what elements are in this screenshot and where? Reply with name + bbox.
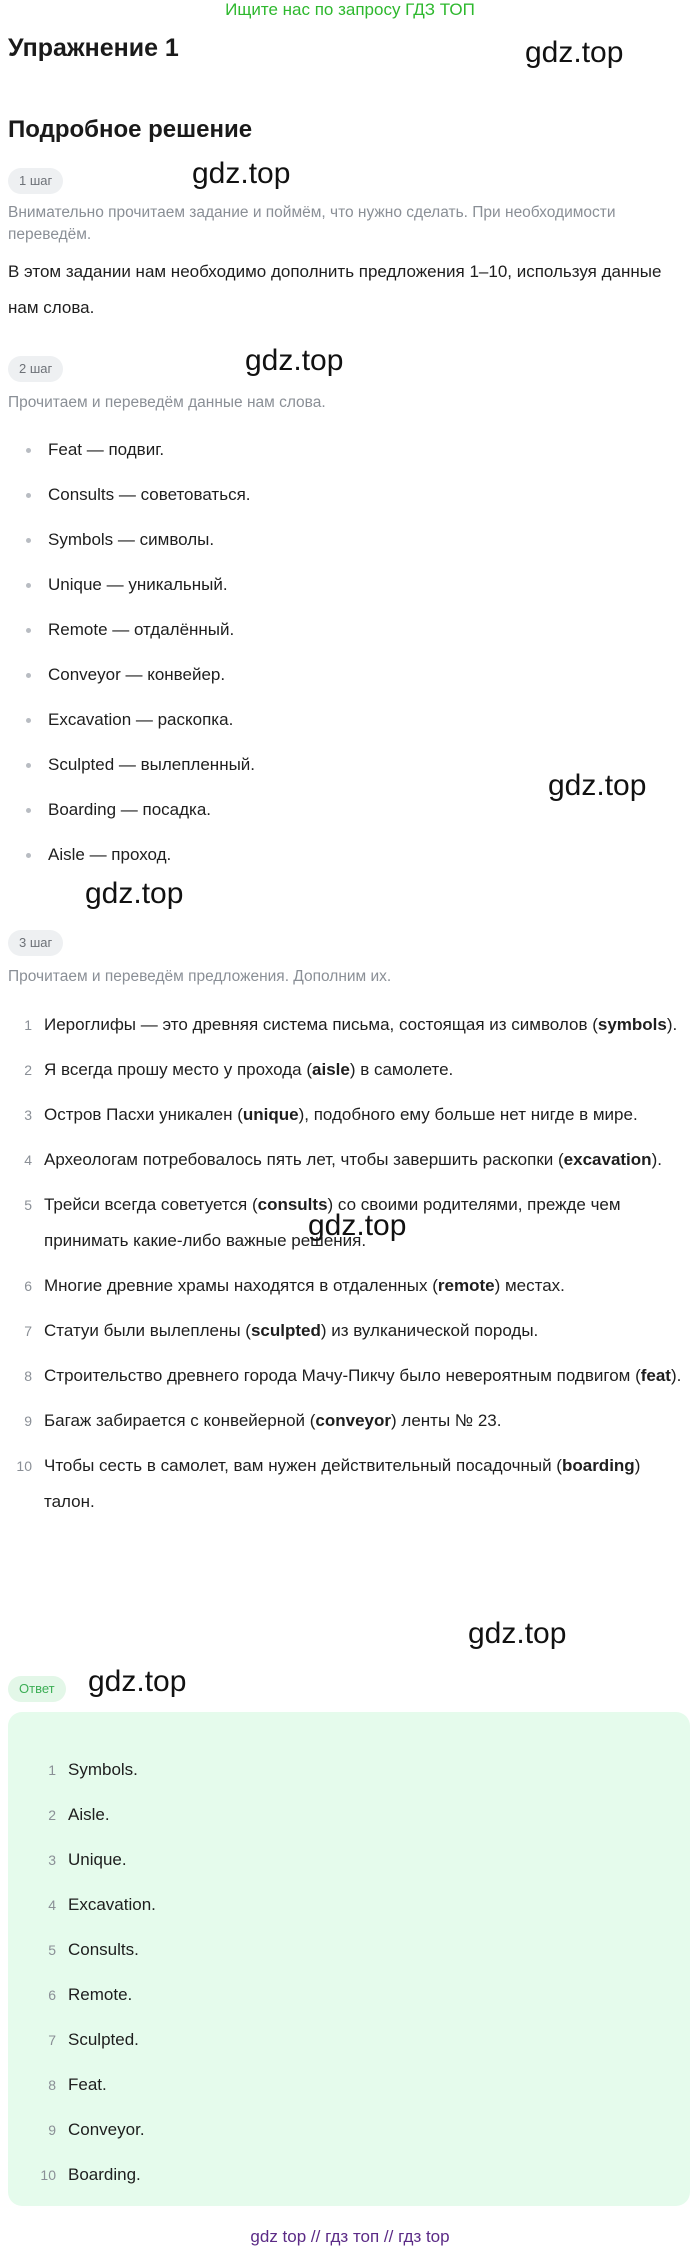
list-item: 7 Sculpted. — [0, 2022, 700, 2067]
list-item: Conveyor — конвейер. — [0, 655, 700, 700]
watermark: gdz.top — [245, 344, 344, 377]
list-item: 2 Я всегда прошу место у прохода (aisle) в самолете. — [0, 1052, 700, 1088]
item-number: 6 — [24, 1278, 32, 1294]
bullet-dot — [26, 763, 31, 768]
list-item: 4 Excavation. — [0, 1887, 700, 1932]
bullet-dot — [26, 808, 31, 813]
answer-word: symbols — [597, 1015, 667, 1034]
item-number: 3 — [48, 1852, 56, 1868]
item-number: 9 — [48, 2122, 56, 2138]
watermark: gdz.top — [468, 1617, 567, 1650]
item-number: 9 — [24, 1413, 32, 1429]
step-1-text: В этом задании нам необходимо дополнить предложения 1–10, используя данные нам слова. — [8, 262, 662, 317]
answer-word: consults — [257, 1195, 328, 1214]
watermark: gdz.top — [192, 157, 291, 190]
list-item: 10 Boarding. — [0, 2157, 700, 2202]
answer-word: unique — [242, 1105, 299, 1124]
item-number: 1 — [48, 1762, 56, 1778]
answer-word: boarding — [561, 1456, 635, 1475]
item-number: 4 — [48, 1897, 56, 1913]
watermark: gdz.top — [85, 877, 184, 910]
list-item: 9 Багаж забирается с конвейерной (conveyor) ленты № 23. — [0, 1403, 700, 1439]
list-item: 8 Feat. — [0, 2067, 700, 2112]
list-item: 3 Unique. — [0, 1842, 700, 1887]
sentence-list — [0, 1007, 700, 1529]
list-item: Unique — уникальный. — [0, 565, 700, 610]
list-item: Remote — отдалённый. — [0, 610, 700, 655]
top-banner[interactable]: Ищите нас по запросу ГДЗ ТОП — [225, 0, 475, 19]
item-number: 2 — [24, 1062, 32, 1078]
page-title: Упражнение 1 — [8, 34, 179, 62]
item-number: 8 — [48, 2077, 56, 2093]
step-2-hint: Прочитаем и переведём данные нам слова. — [8, 394, 326, 411]
item-number: 8 — [24, 1368, 32, 1384]
step-1-badge: 1 шаг — [8, 168, 63, 194]
list-item: 6 Remote. — [0, 1977, 700, 2022]
list-item: Excavation — раскопка. — [0, 700, 700, 745]
step-2-badge: 2 шаг — [8, 356, 63, 382]
answer-badge: Ответ — [8, 1676, 66, 1702]
list-item: Boarding — посадка. — [0, 790, 700, 835]
bullet-dot — [26, 493, 31, 498]
section-title: Подробное решение — [8, 116, 253, 143]
item-number: 2 — [48, 1807, 56, 1823]
answer-word: remote — [437, 1276, 495, 1295]
watermark: gdz.top — [525, 36, 624, 69]
answer-word: excavation — [563, 1150, 652, 1169]
list-item: Consults — советоваться. — [0, 475, 700, 520]
item-number: 7 — [24, 1323, 32, 1339]
list-item: 9 Conveyor. — [0, 2112, 700, 2157]
item-number: 5 — [48, 1942, 56, 1958]
item-number: 3 — [24, 1107, 32, 1123]
list-item: 5 Consults. — [0, 1932, 700, 1977]
step-1-hint: Внимательно прочитаем задание и поймём, что нужно сделать. При необходимости переведём. — [8, 204, 616, 243]
list-item: 1 Иероглифы — это древняя система письма, состоящая из символов (symbols). — [0, 1007, 700, 1043]
item-number: 4 — [24, 1152, 32, 1168]
answer-word: conveyor — [315, 1411, 392, 1430]
bullet-dot — [26, 583, 31, 588]
list-item: 3 Остров Пасхи уникален (unique), подобного ему больше нет нигде в мире. — [0, 1097, 700, 1133]
item-number: 6 — [48, 1987, 56, 2003]
list-item: Aisle — проход. — [0, 835, 700, 880]
footer-links[interactable]: gdz top // гдз топ // гдз top — [250, 2227, 450, 2246]
item-number: 1 — [24, 1017, 32, 1033]
list-item: 4 Археологам потребовалось пять лет, чтобы завершить раскопки (excavation). — [0, 1142, 700, 1178]
step-3-badge: 3 шаг — [8, 930, 63, 956]
step-3-hint: Прочитаем и переведём предложения. Дополним их. — [8, 968, 392, 985]
word-list — [0, 430, 700, 880]
list-item: 6 Многие древние храмы находятся в отдаленных (remote) местах. — [0, 1268, 700, 1304]
list-item: 1 Symbols. — [0, 1752, 700, 1797]
item-number: 7 — [48, 2032, 56, 2048]
list-item: Feat — подвиг. — [0, 430, 700, 475]
item-number: 5 — [24, 1197, 32, 1213]
watermark: gdz.top — [308, 1209, 407, 1242]
bullet-dot — [26, 853, 31, 858]
answer-word: sculpted — [250, 1321, 321, 1340]
bullet-dot — [26, 538, 31, 543]
answer-word: aisle — [312, 1060, 350, 1079]
list-item: Symbols — символы. — [0, 520, 700, 565]
bullet-dot — [26, 448, 31, 453]
bullet-dot — [26, 718, 31, 723]
item-number: 10 — [16, 1458, 32, 1474]
list-item: 5 Трейси всегда советуется (consults) со своими родителями, прежде чем принимать какие-либо важные решения. — [0, 1187, 700, 1259]
bullet-dot — [26, 673, 31, 678]
bullet-dot — [26, 628, 31, 633]
list-item: 10 Чтобы сесть в самолет, вам нужен действительный посадочный (boarding) талон. — [0, 1448, 700, 1520]
list-item: 2 Aisle. — [0, 1797, 700, 1842]
list-item: 7 Статуи были вылеплены (sculpted) из вулканической породы. — [0, 1313, 700, 1349]
list-item: 8 Строительство древнего города Мачу-Пикчу было невероятным подвигом (feat). — [0, 1358, 700, 1394]
watermark: gdz.top — [548, 769, 647, 802]
list-item: Sculpted — вылепленный. — [0, 745, 700, 790]
answer-word: feat — [640, 1366, 671, 1385]
item-number: 10 — [40, 2167, 56, 2183]
answer-list — [0, 1752, 700, 2202]
watermark: gdz.top — [88, 1665, 187, 1698]
